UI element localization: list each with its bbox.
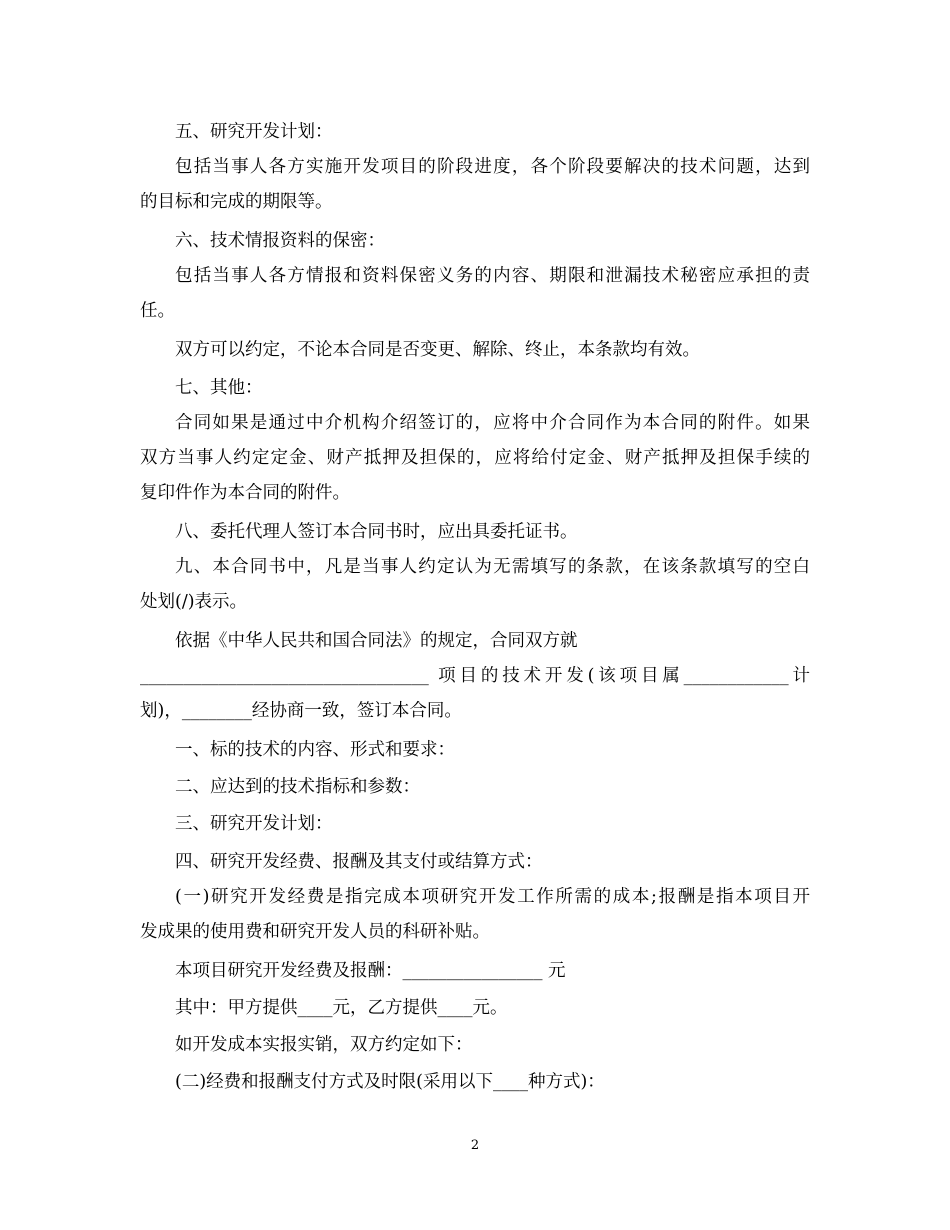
paragraph-line: 八、委托代理人签订本合同书时，应出具委托证书。: [175, 522, 578, 542]
paragraph-line: 九、本合同书中，凡是当事人约定认为无需填写的条款，在该条款填写的空白: [175, 557, 810, 577]
paragraph-line: 依据《中华人民共和国合同法》的规定，合同双方就: [175, 631, 578, 651]
paragraph-line: 合同如果是通过中介机构介绍签订的，应将中介合同作为本合同的附件。如果: [175, 413, 810, 433]
paragraph-line: 复印件作为本合同的附件。: [140, 483, 350, 503]
paragraph-line: 如开发成本实报实销，双方约定如下：: [175, 1035, 473, 1055]
paragraph-line: 任。: [140, 301, 175, 321]
paragraph-line: 包括当事人各方情报和资料保密义务的内容、期限和泄漏技术秘密应承担的责: [175, 266, 810, 286]
section-heading: 六、技术情报资料的保密：: [175, 231, 385, 251]
section-heading: 七、其他：: [175, 378, 263, 398]
paragraph-line: 其中：甲方提供____元，乙方提供____元。: [175, 998, 508, 1018]
section-heading: 一、标的技术的内容、形式和要求：: [175, 740, 455, 760]
section-heading: 三、研究开发计划：: [175, 814, 333, 834]
section-heading: 二、应达到的技术指标和参数：: [175, 777, 420, 797]
paragraph-line: 处划(/)表示。: [140, 592, 248, 612]
paragraph-line: 划)，________经协商一致，签订本合同。: [140, 701, 462, 721]
paragraph-line: _________________________________ 项目的技术开发(该项目属____________计: [140, 666, 810, 686]
page-number: 2: [470, 1138, 480, 1153]
paragraph-line: 包括当事人各方实施开发项目的阶段进度，各个阶段要解决的技术问题，达到: [175, 157, 810, 177]
paragraph-line: 的目标和完成的期限等。: [140, 192, 333, 212]
paragraph-line: (一)研究开发经费是指完成本项研究开发工作所需的成本;报酬是指本项目开: [175, 887, 810, 907]
paragraph-line: (二)经费和报酬支付方式及时限(采用以下____种方式)：: [175, 1072, 605, 1092]
paragraph-line: 双方当事人约定定金、财产抵押及担保的，应将给付定金、财产抵押及担保手续的: [140, 448, 810, 468]
section-heading: 五、研究开发计划：: [175, 122, 333, 142]
paragraph-line: 双方可以约定，不论本合同是否变更、解除、终止，本条款均有效。: [175, 340, 700, 360]
paragraph-line: 本项目研究开发经费及报酬：________________ 元: [175, 961, 566, 981]
paragraph-line: 发成果的使用费和研究开发人员的科研补贴。: [140, 922, 490, 942]
section-heading: 四、研究开发经费、报酬及其支付或结算方式：: [175, 852, 543, 872]
